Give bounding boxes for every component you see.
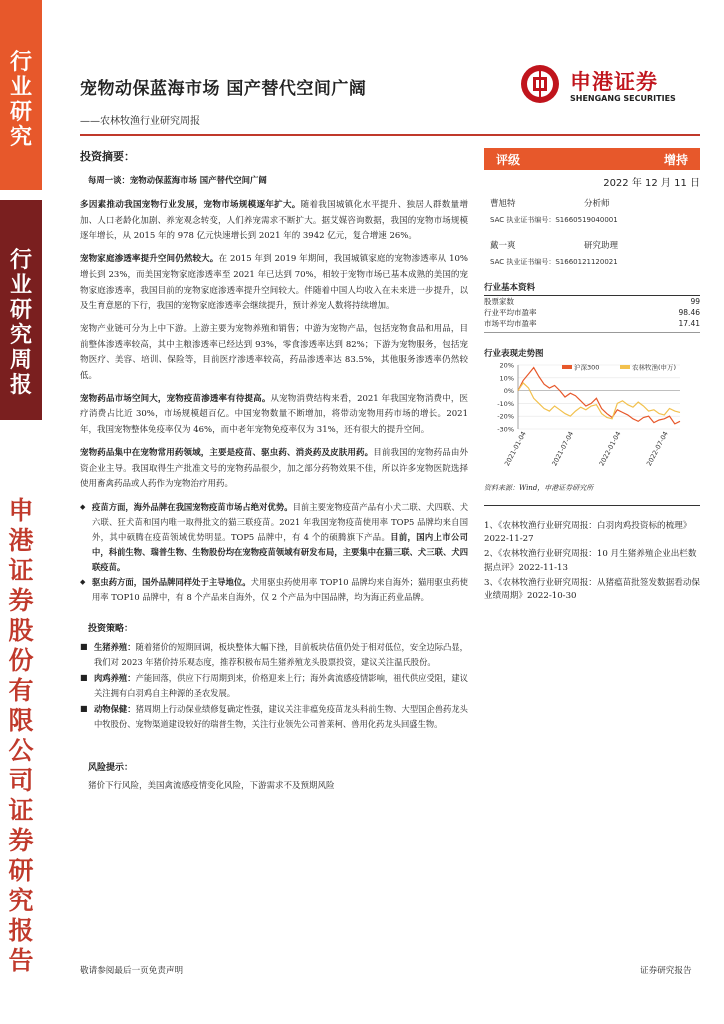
rating-bar xyxy=(484,148,700,170)
strategy-body: 随着猪价的短期回调，板块整体大幅下挫，目前板块估值仍处于相对低位，安全边际凸显，我们对 2023 年猪价持乐观态度，推荐积极布局生猪养殖龙头股票投资，建议关注温氏股份。 xyxy=(94,642,468,668)
strategy-item-animal-health xyxy=(80,702,468,732)
series-line xyxy=(518,368,680,424)
sidebar-char: 行 xyxy=(9,49,32,75)
legend-label: 沪深300 xyxy=(574,363,600,372)
strategy-item-broiler xyxy=(80,671,468,701)
sidebar-char: 券 xyxy=(8,826,34,855)
summary-column xyxy=(80,148,468,791)
series-line xyxy=(518,383,680,419)
performance-chart-title: 行业表现走势图 xyxy=(484,349,544,359)
paragraph-penetration xyxy=(80,252,468,315)
stats-row xyxy=(484,307,700,318)
y-tick-label: 20% xyxy=(499,361,514,370)
analyst-sac: SAC 执业证书编号：S1660121120021 xyxy=(490,258,618,266)
paragraph-lead: 宠物药品市场空间大，宠物疫苗渗透率有待提高。 xyxy=(80,393,271,404)
stats-value: 17.41 xyxy=(678,319,700,328)
x-tick-label: 2021-07-04 xyxy=(550,430,576,468)
sidebar-char: 报 xyxy=(9,372,32,398)
paragraph-lead: 多因素推动我国宠物行业发展，宠物市场规模逐年扩大。 xyxy=(80,200,301,210)
sidebar-char: 限 xyxy=(8,706,34,735)
paragraph-pet-drugs xyxy=(80,392,468,439)
paragraph-body: 宠物产业链可分为上中下游。上游主要为宠物养殖和销售；中游为宠物产品，包括宠物食品和用品，目前整体渗透率较高，其中主粮渗透率已经达到 93%，零食渗透率达到 82%；下游为宠物服务，包括宠物医疗、美容、培训、保险等，目前医疗渗透率较高，药品渗透率达 83.5%，其他服务渗透率仍然较低。 xyxy=(80,323,468,382)
risk-title: 风险提示： xyxy=(88,762,134,773)
sidebar-char: 周 xyxy=(9,347,32,373)
sidebar-char: 研 xyxy=(9,297,32,323)
y-tick-label: 10% xyxy=(499,374,514,383)
sidebar-char: 究 xyxy=(8,886,34,915)
y-tick-label: 0% xyxy=(503,387,514,396)
stats-row xyxy=(484,296,700,307)
sidebar-char: 份 xyxy=(8,646,34,675)
sidebar-char: 报 xyxy=(8,916,34,945)
sidebar-band-company-text xyxy=(0,428,42,976)
x-tick-label: 2022-01-04 xyxy=(597,430,623,468)
paragraph-body: 从宠物消费结构来看，2021 年我国宠物消费中，医疗消费占比近 30%，市场规模超百亿。中国宠物数量不断增加，将带动宠物用药市场的增长。2021 年，我国宠物整体免疫率仅为 46%，而中老年宠物免疫率仅为 31%，还有很大的提升空间。 xyxy=(80,393,468,436)
bullet-body: 目前主要宠物疫苗产品有小犬二联、犬四联、犬六联、狂犬苗和国内唯一取得批文的猫三联疫苗。2021 年我国宠物疫苗使用率 TOP5 品牌均来自国外，其中硕腾在疫苗领域优势明显。TOP5 品牌中，有 4 个的硕腾旗下产品。 xyxy=(92,501,468,542)
sidebar-char: 股 xyxy=(8,616,34,645)
report-subtitle: ——农林牧渔行业研究周报 xyxy=(80,116,200,127)
related-report-item[interactable]: 1、《农林牧渔行业研究周报：白羽肉鸡投资标的梳理》2022-11-27 xyxy=(484,521,692,545)
strategy-list xyxy=(80,640,468,731)
strategy-body: 产能回落，供应下行周期到来，价格迎来上行；海外禽流感疫情影响，祖代供应受阻，建议关注拥有白羽鸡自主种源的圣农发展。 xyxy=(94,673,468,699)
y-tick-label: -30% xyxy=(497,425,514,434)
sidebar-char: 券 xyxy=(8,586,34,615)
sidebar-band-type xyxy=(0,200,42,420)
y-tick-label: -20% xyxy=(497,412,514,421)
paragraph-market-size xyxy=(80,198,468,245)
strategy-lead: 生猪养殖： xyxy=(94,642,136,653)
sidebar-char: 公 xyxy=(8,736,34,765)
bullet-deworming xyxy=(80,575,468,605)
report-title: 宠物动保蓝海市场 国产替代空间广阔 xyxy=(80,79,367,99)
weekly-topic: 每周一谈：宠物动保蓝海市场 国产替代空间广阔 xyxy=(88,175,267,185)
logo-text-cn: 申港证券 xyxy=(570,70,658,94)
sidebar-char: 告 xyxy=(8,946,34,975)
paragraph-body: 目前我国的宠物药品由外资企业主导。我国取得生产批准文号的宠物药品很少，加之部分药物效果不佳，所以许多宠物医院选择使用畜禽药品或人药作为宠物治疗用药。 xyxy=(80,447,468,490)
analyst-sac: SAC 执业证书编号：S1660519040001 xyxy=(490,216,618,224)
report-date: 2022 年 12 月 11 日 xyxy=(603,178,700,189)
drug-bullets xyxy=(80,500,468,605)
strategy-lead: 肉鸡养殖： xyxy=(94,673,136,684)
sidebar-char: 证 xyxy=(8,556,34,585)
strategy-lead: 动物保健： xyxy=(94,703,136,714)
analyst-role: 研究助理 xyxy=(584,241,619,251)
legend-swatch xyxy=(562,365,572,369)
company-logo xyxy=(520,64,700,108)
footer-disclaimer: 敬请参阅最后一页免责声明 xyxy=(80,966,184,976)
performance-chart xyxy=(484,361,700,481)
stats-divider xyxy=(484,332,700,333)
sidebar-char: 申 xyxy=(8,496,34,525)
stats-label: 市场平均市盈率 xyxy=(484,319,537,328)
bullet-lead: 驱虫药方面，国外品牌同样处于主导地位。 xyxy=(92,577,251,588)
paragraph-body: 在 2015 年到 2019 年期间，我国城镇家庭的宠物渗透率从 10%增长到 23%，而美国宠物家庭渗透率至 2021 年已达到 70%，相较于宠物市场已基本成熟的美国的宠物家庭渗透率，我国目前的宠物家庭渗透率提升空间较大。伴随着中国人均收入在未来进一步提升，以及生育意愿的下行，我国的宠物家庭渗透率会继续提升，预计养宠人数将持续增加。 xyxy=(80,254,468,312)
sidebar-char: 业 xyxy=(9,272,32,298)
strategy-title: 投资策略： xyxy=(88,624,134,635)
x-tick-label: 2022-07-04 xyxy=(644,430,670,468)
bullet-vaccine xyxy=(80,500,468,575)
header-rule xyxy=(80,134,700,136)
paragraph-drug-categories xyxy=(80,446,468,493)
risk-text: 猪价下行风险，美国禽流感疫情变化风险，下游需求不及预期风险 xyxy=(88,780,335,791)
strategy-item-pig xyxy=(80,640,468,670)
sidebar-char: 行 xyxy=(9,247,32,273)
analyst-row xyxy=(484,197,700,209)
x-tick-label: 2021-01-04 xyxy=(502,430,528,468)
analyst-name: 戴一爽 xyxy=(490,241,516,251)
sidebar-char: 研 xyxy=(8,856,34,885)
paragraph-lead: 宠物家庭渗透率提升空间仍然较大。 xyxy=(80,254,219,265)
summary-title: 投资摘要： xyxy=(80,150,135,163)
sidebar-char: 司 xyxy=(8,766,34,795)
chart-source: 资料来源：Wind，申港证券研究所 xyxy=(484,483,700,506)
logo-text-en: SHENGANG SECURITIES xyxy=(570,94,676,103)
info-column xyxy=(484,148,700,605)
sidebar-char: 究 xyxy=(9,322,32,348)
sidebar-char: 业 xyxy=(9,74,32,100)
stats-value: 99 xyxy=(690,297,700,306)
strategy-body: 猪周期上行动保业绩修复确定性强，建议关注非瘟免疫苗龙头科前生物、大型国企兽药龙头中牧股份、宠物渠道建设较好的瑞普生物，关注行业领先公司普莱柯、兽用化药龙头回盛生物。 xyxy=(94,703,468,729)
stats-label: 股票家数 xyxy=(484,297,514,306)
sidebar-band-category-text xyxy=(0,0,42,150)
sidebar-band-type-text xyxy=(0,200,42,398)
sidebar-char: 研 xyxy=(9,99,32,125)
sidebar-char: 证 xyxy=(8,796,34,825)
stats-label: 行业平均市盈率 xyxy=(484,308,537,317)
analyst-block xyxy=(484,197,700,267)
stats-value: 98.46 xyxy=(678,308,700,317)
bullet-lead: 目前，国内上市公司中，科前生物、瑞普生物、生物股份均在宠物疫苗领域有研发布局，主要集中在猫三联、犬三联、犬四联疫苗。 xyxy=(92,531,468,572)
rating-value: 增持 xyxy=(663,152,688,167)
legend-swatch xyxy=(620,365,630,369)
bullet-body: 犬用驱虫药使用率 TOP10 品牌均来自海外；猫用驱虫药使用率 TOP10 品牌中，有 8 个产品来自海外，仅 2 个产品为中国品牌，均为海正药业品牌。 xyxy=(92,577,468,603)
y-tick-label: -10% xyxy=(497,399,514,408)
sidebar-char: 有 xyxy=(8,676,34,705)
bullet-lead: 疫苗方面，海外品牌在我国宠物疫苗市场占绝对优势。 xyxy=(92,501,293,512)
related-report-item[interactable]: 3、《农林牧渔行业研究周报：从猪瘟苗批签发数据看动保业绩周期》2022-10-30 xyxy=(484,577,701,602)
paragraph-value-chain xyxy=(80,322,468,385)
sidebar-char: 港 xyxy=(8,526,34,555)
stats-row xyxy=(484,318,700,329)
rating-label: 评级 xyxy=(496,152,521,167)
sidebar-band-category xyxy=(0,0,42,190)
logo-emblem-icon xyxy=(520,64,560,104)
paragraph-lead: 宠物药品集中在宠物常用药领域，主要是疫苗、驱虫药、消炎药及皮肤用药。 xyxy=(80,447,374,458)
legend-label: 农林牧渔(申万) xyxy=(632,363,677,372)
footer-label: 证券研究报告 xyxy=(640,966,692,976)
sidebar-char: 究 xyxy=(9,124,32,150)
related-reports xyxy=(484,520,700,603)
related-report-item[interactable]: 2、《农林牧渔行业研究周报：10 月生猪养殖企业出栏数据点评》2022-11-13 xyxy=(484,549,697,573)
industry-stats-table xyxy=(484,296,700,329)
sidebar-band-separator xyxy=(0,190,42,200)
paragraph-body: 随着我国城镇化水平提升、独居人群数量增加、人口老龄化加剧、养宠观念转变，人们养宠需求不断扩大。据艾媒咨询数据，我国的宠物市场规模逐年增长，从 2015 年的 978 亿元快速增长到 2021 年的 3942 亿元，复合增速 26%。 xyxy=(80,200,468,242)
analyst-name: 曹旭特 xyxy=(490,199,516,209)
sidebar-band-company xyxy=(0,428,42,1024)
industry-stats-title: 行业基本资料 xyxy=(484,281,700,296)
analyst-role: 分析师 xyxy=(584,199,610,209)
analyst-row xyxy=(484,239,700,251)
performance-chart-svg xyxy=(484,361,700,481)
